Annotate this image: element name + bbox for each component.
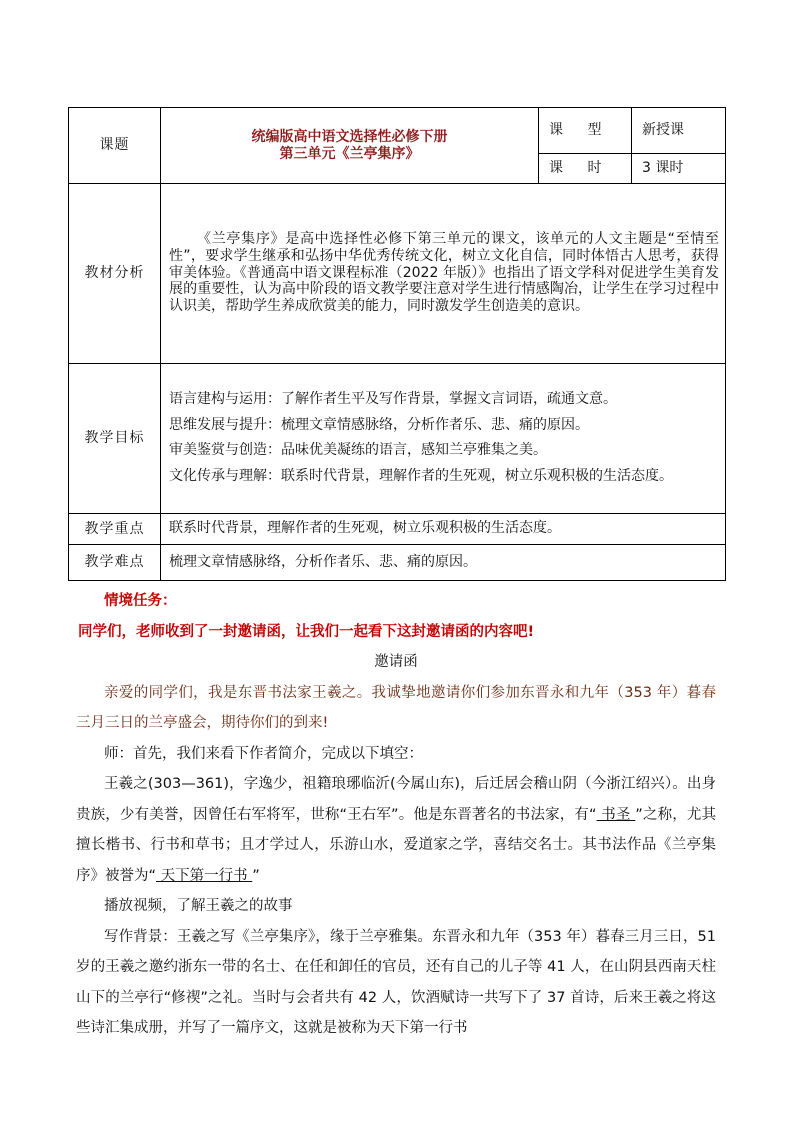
difficulties-text: 梳理文章情感脉络，分析作者乐、悲、痛的原因。	[161, 545, 726, 581]
bio-text-3: ”	[252, 867, 260, 884]
goals-label: 教学目标	[69, 364, 161, 514]
analysis-label: 教材分析	[69, 184, 161, 364]
invitation-title: 邀请函	[374, 654, 418, 670]
bio-text-2: ”之称，尤其擅长楷书、行书和草书；且才学过人，乐游山水，爱道家之学，喜结交名士。其书法作品《兰亭集序》被誉为“	[76, 806, 716, 884]
teacher-intro: 师：首先，我们来看下作者简介，完成以下填空：	[104, 745, 423, 762]
goals-list	[161, 364, 726, 514]
goal-item: 语言建构与运用：了解作者生平及写作背景，掌握文言词语，疏通文意。	[169, 391, 617, 407]
bio-text-1: 王羲之(303—361)，字逸少，祖籍琅琊临沂(今属山东)，后迁居会稽山阴（今浙江绍兴）。出身贵族，少有美誉，因曾任右军将军，世称“王右军”。他是东晋著名的书法家，有“	[76, 776, 716, 823]
goal-item: 思维发展与提升：梳理文章情感脉络，分析作者乐、悲、痛的原因。	[169, 416, 589, 433]
title-line-2: 第三单元《兰亭集序》	[279, 145, 420, 162]
lesson-plan-table	[68, 107, 726, 581]
difficulties-row	[69, 545, 726, 581]
writing-background: 写作背景：王羲之写《兰亭集序》，缘于兰亭雅集。东晋永和九年（353 年）暮春三月三日，51 岁的王羲之邀约浙东一带的名士、在任和卸任的官员，还有自己的儿子等 41 人，在山阴县西南天柱山下的兰亭行“修禊”之礼。当时与会者共有 42 人，饮酒赋诗一共写下了 37 首诗，后来王羲之将这些诗汇集成册，并写了一篇序文，这就是被称为天下第一行书	[76, 928, 716, 1036]
invitation-text: 亲爱的同学们，我是东晋书法家王羲之。我诚挚地邀请你们参加东晋永和九年（353 年）暮春三月三日的兰亭盛会，期待你们的到来!	[76, 684, 716, 731]
key-points-text: 联系时代背景，理解作者的生死观，树立乐观积极的生活态度。	[161, 514, 726, 545]
lesson-type-value: 新授课	[632, 108, 726, 154]
difficulties-label: 教学难点	[69, 545, 161, 581]
goal-item: 文化传承与理解：联系时代背景，理解作者的生死观，树立乐观积极的生活态度。	[169, 467, 673, 484]
author-bio	[76, 769, 716, 891]
lesson-body	[76, 586, 716, 1044]
task-heading: 情境任务：	[104, 593, 177, 609]
lesson-title	[161, 108, 539, 184]
task-text: 同学们，老师收到了一封邀请函，让我们一起看下这封邀请函的内容吧!	[78, 623, 535, 640]
key-points-row	[69, 514, 726, 545]
analysis-text: 《兰亭集序》是高中选择性必修下第三单元的课文，该单元的人文主题是“至情至性”，要求学生继承和弘扬中华优秀传统文化，树立文化自信，同时体悟古人思考，获得审美体验。《普通高中语文课程标准（2022 年版）》也指出了语文学科对促进学生美育发展的重要性，认为高中阶段的语文教学要注意对学生进行情感陶冶，让学生在学习过程中认识美，帮助学生养成欣赏美的能力，同时激发学生创造美的意识。	[161, 184, 726, 364]
class-hours-label: 课 时	[539, 154, 632, 184]
bio-blank-answer-2: 天下第一行书	[156, 867, 253, 884]
bio-blank-answer-1: 书圣	[596, 806, 636, 823]
class-hours-value: 3 课时	[632, 154, 726, 184]
title-line-1: 统编版高中语文选择性必修下册	[251, 128, 448, 145]
header-row-1	[69, 108, 726, 154]
goals-row	[69, 364, 726, 514]
goal-item: 审美鉴赏与创造：品味优美凝练的语言，感知兰亭雅集之美。	[169, 442, 547, 458]
analysis-row	[69, 184, 726, 364]
video-note: 播放视频，了解王羲之的故事	[104, 898, 293, 914]
lesson-type-label: 课 型	[539, 108, 632, 154]
key-points-label: 教学重点	[69, 514, 161, 545]
topic-label: 课题	[69, 108, 161, 184]
